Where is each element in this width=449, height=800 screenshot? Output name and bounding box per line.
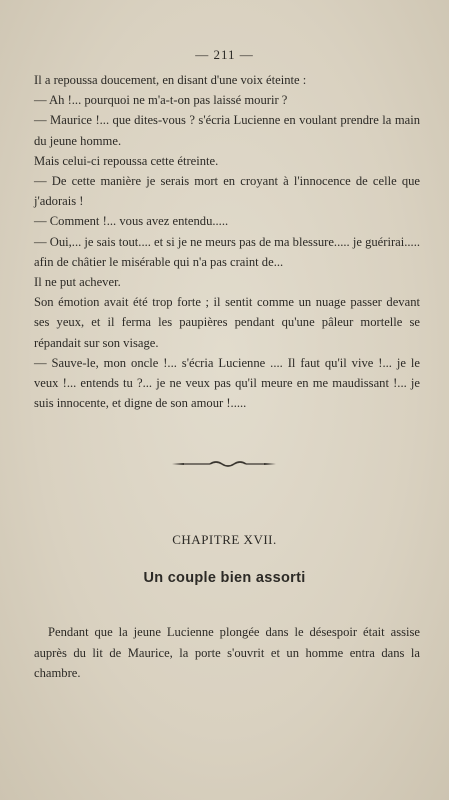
section-title: Un couple bien assorti (143, 570, 306, 586)
paragraph: — Ah !... pourquoi ne m'a-t-on pas laissé mourir ? (34, 93, 288, 108)
paragraph: — Maurice !... que dites-vous ? s'écria Lucienne en voulant prendre la main du jeune homme. (34, 113, 420, 148)
paragraph: — De cette manière je serais mort en croyant à l'innocence de celle que j'adorais ! (34, 174, 420, 209)
paragraph: Mais celui-ci repoussa cette étreinte. (34, 153, 219, 168)
page-number: — 211 — (195, 47, 254, 62)
paragraph: Il a repoussa doucement, en disant d'une voix éteinte : (34, 73, 307, 87)
chapter-heading: CHAPITRE XVII. (172, 532, 277, 547)
ornamental-divider (170, 459, 278, 469)
chapter-opening-text (34, 622, 420, 684)
paragraph: Pendant que la jeune Lucienne plongée dans le désespoir était assise auprès du lit de Maurice, la porte s'ouvrit et un homme entra dans la chambre. (34, 625, 420, 680)
body-text (34, 70, 420, 413)
paragraph: Son émotion avait été trop forte ; il sentit comme un nuage passer devant ses yeux, et il ferma les paupières pendant qu'une pâleur mortelle se répandait sur son visage. (34, 295, 420, 350)
paragraph: Il ne put achever. (34, 275, 121, 290)
paragraph: — Comment !... vous avez entendu..... (34, 214, 229, 229)
paragraph: — Oui,... je sais tout.... et si je ne meurs pas de ma blessure..... je guérirai..... afin de châtier le misérable qui n'a pas craint de... (34, 234, 420, 269)
paragraph: — Sauve-le, mon oncle !... s'écria Lucienne .... Il faut qu'il vive !... je le veux !... entends tu ?... je ne veux pas qu'il meure en me maudissant !... je suis innocente, et digne de son amour !..... (34, 355, 420, 411)
